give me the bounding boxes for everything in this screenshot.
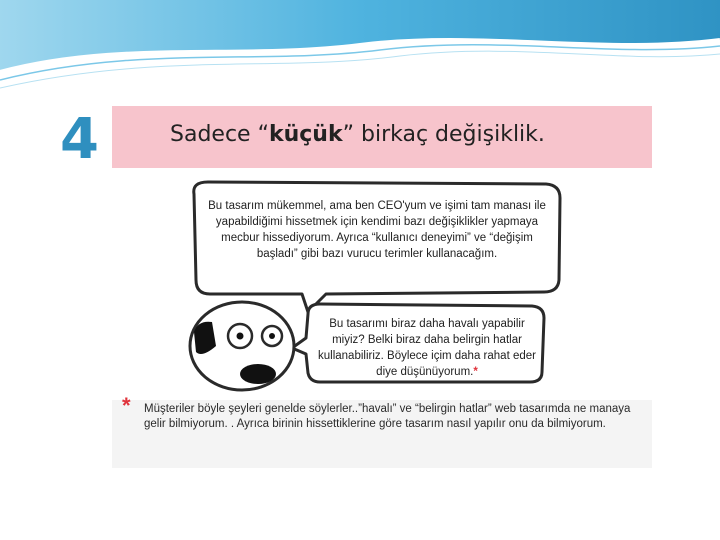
bubble2-asterisk: * bbox=[473, 366, 478, 378]
top-wave-decoration bbox=[0, 0, 720, 110]
slide-number: 4 bbox=[60, 107, 99, 172]
footnote bbox=[122, 393, 636, 432]
comic-panel bbox=[112, 106, 652, 468]
heading-pre: Sadece “ bbox=[170, 122, 269, 147]
speech-bubble-top-text: Bu tasarım mükemmel, ama ben CEO'yum ve işimi tam manası ile yapabildiğimi hissetmek için kendimi bazı değişiklikler yapmaya mecbur hissediyorum. Ayrıca “kullanıcı deneyimi” ve “değişim başladı” gibi bazı vurucu terimler kullanacağım. bbox=[208, 200, 546, 260]
speech-bubble-bottom-text bbox=[312, 316, 542, 380]
panel-heading bbox=[170, 122, 545, 147]
footnote-text: Müşteriler böyle şeyleri genelde söylerler..”havalı” ve “belirgin hatlar” web tasarımda ne manaya gelir bilmiyorum. . Ayrıca birinin hissettiklerine göre tasarım nasıl yapılır onu da bilmiyorum. bbox=[144, 403, 631, 430]
bubble2-body: Bu tasarımı biraz daha havalı yapabilir miyiz? Belki biraz daha belirgin hatlar kullanabiliriz. Böylece içim daha rahat eder diye düşünüyorum. bbox=[318, 318, 536, 378]
character-head bbox=[190, 302, 294, 390]
heading-post: ” birkaç değişiklik. bbox=[342, 122, 545, 147]
heading-band bbox=[112, 106, 652, 168]
footnote-asterisk: * bbox=[122, 393, 131, 418]
heading-emphasis: küçük bbox=[268, 122, 343, 147]
